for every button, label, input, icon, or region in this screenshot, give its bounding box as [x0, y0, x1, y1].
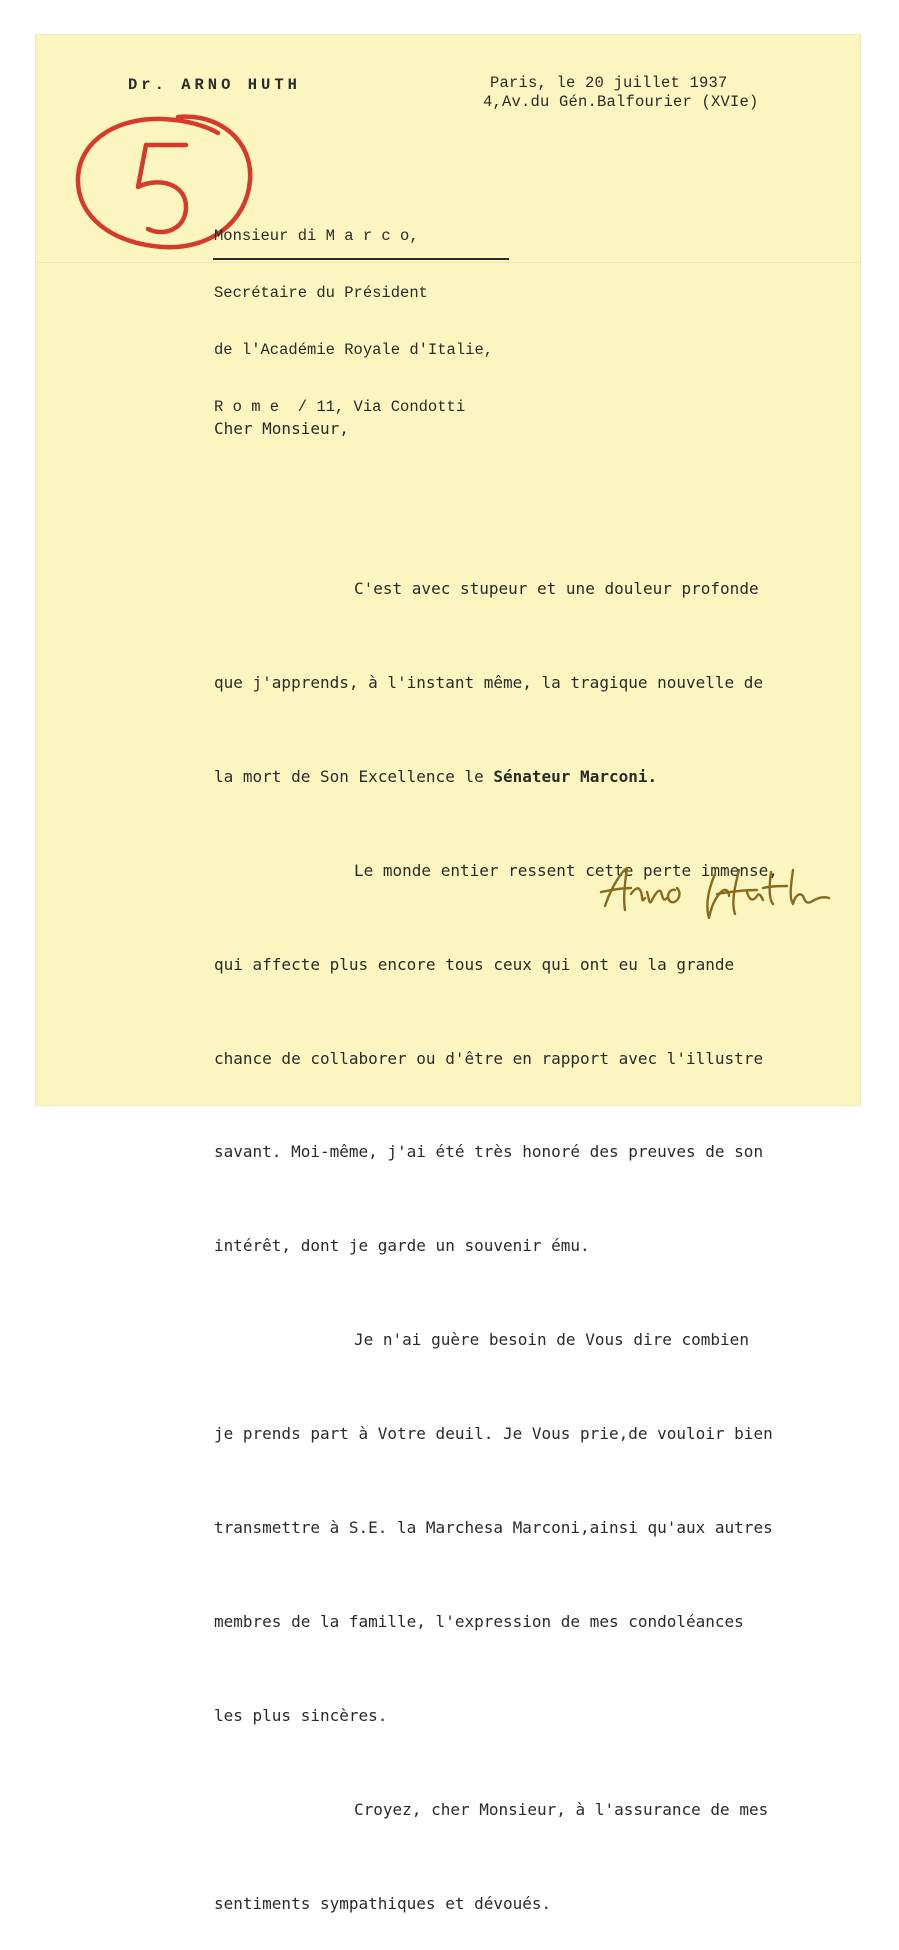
- body-line: sentiments sympathiques et dévoués.: [214, 1893, 552, 1913]
- body-line: C'est avec stupeur et une douleur profonde: [354, 579, 759, 599]
- body-line: Le monde entier ressent cette perte immense,: [354, 860, 778, 880]
- salutation: Cher Monsieur,: [214, 418, 349, 438]
- honoree-name: Sénateur Marconi.: [493, 766, 658, 786]
- body-line: membres de la famille, l'expression de mes condoléances: [214, 1611, 744, 1631]
- recipient-line: R o m e / 11, Via Condotti: [214, 398, 466, 416]
- recipient-underline: [213, 258, 509, 260]
- body-line: intérêt, dont je garde un souvenir ému.: [214, 1236, 590, 1256]
- body-line: transmettre à S.E. la Marchesa Marconi,ainsi qu'aux autres: [214, 1517, 773, 1537]
- body-line: Je n'ai guère besoin de Vous dire combien: [354, 1330, 749, 1350]
- sender-name: Dr. ARNO HUTH: [128, 76, 301, 94]
- sender-address: 4,Av.du Gén.Balfourier (XVIe): [483, 93, 759, 111]
- body-line: chance de collaborer ou d'être en rapport avec l'illustre: [214, 1048, 764, 1068]
- date-line: Paris, le 20 juillet 1937: [490, 74, 728, 92]
- body-line: savant. Moi-même, j'ai été très honoré des preuves de son: [214, 1142, 764, 1162]
- body-line: Croyez, cher Monsieur, à l'assurance de mes: [354, 1799, 769, 1819]
- body-line: qui affecte plus encore tous ceux qui ont eu la grande: [214, 954, 735, 974]
- body-line-text: la mort de Son Excellence le: [214, 766, 494, 786]
- body-line: que j'apprends, à l'instant même, la tragique nouvelle de: [214, 672, 764, 692]
- recipient-line: Monsieur di M a r c o,: [214, 227, 419, 245]
- body-line: je prends part à Votre deuil. Je Vous prie,de vouloir bien: [214, 1424, 773, 1444]
- body-line: les plus sincères.: [214, 1705, 388, 1725]
- body-line: [214, 761, 814, 792]
- letter-body: [214, 350, 814, 1950]
- handwritten-signature: [597, 858, 837, 928]
- recipient-line: de l'Académie Royale d'Italie,: [214, 341, 494, 359]
- recipient-line: Secrétaire du Président: [214, 284, 428, 302]
